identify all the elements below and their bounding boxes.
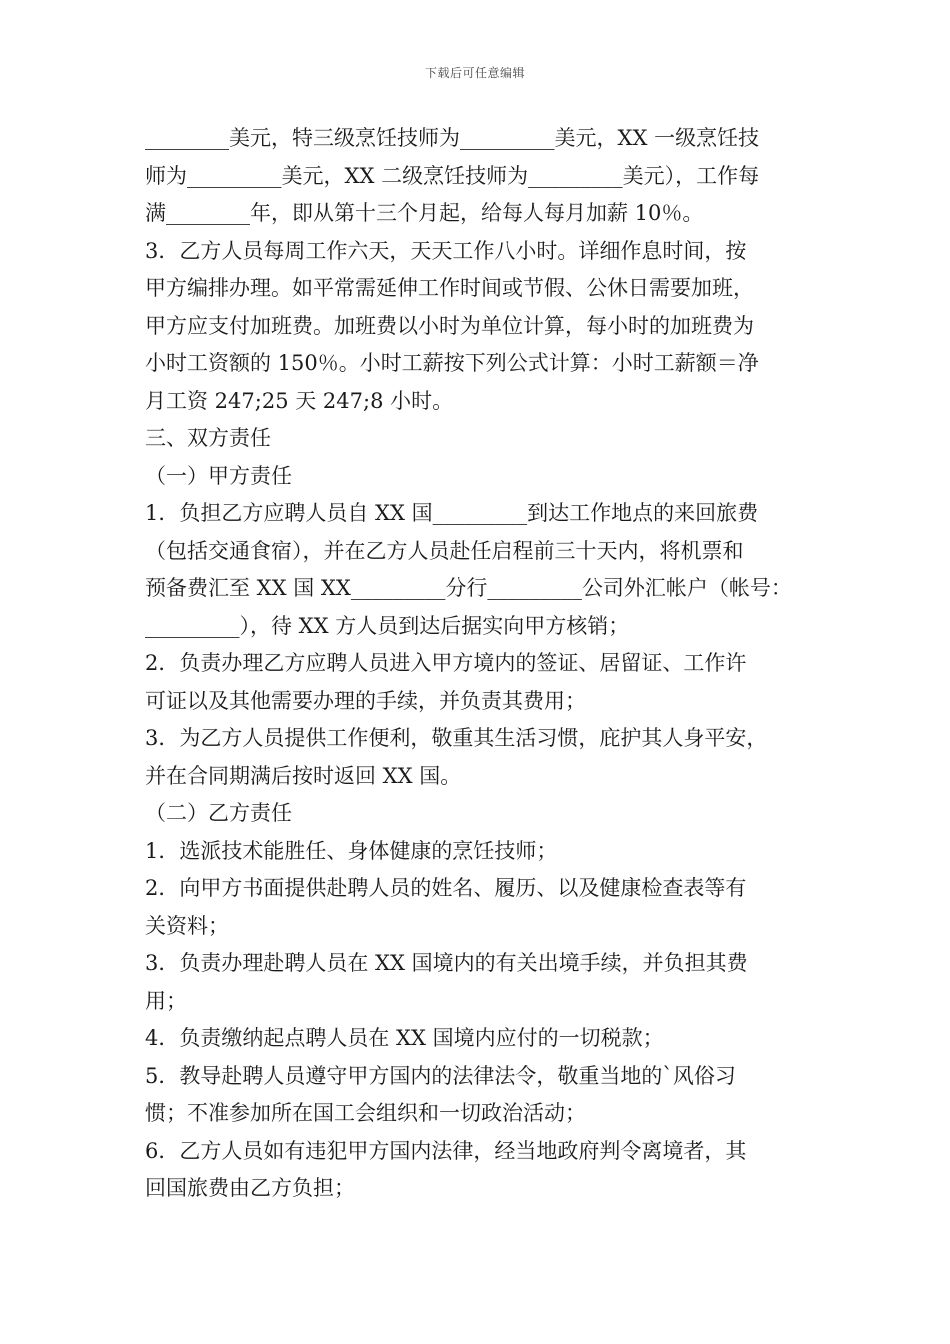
text-line: 小时工资额的 150％。小时工薪按下列公式计算：小时工薪额＝净	[145, 351, 759, 375]
text-line: （包括交通食宿），并在乙方人员赴任启程前三十天内，将机票和	[145, 538, 744, 563]
text-line: ________美元，特三级烹饪技师为_________美元，XX 一级烹饪技	[145, 126, 760, 150]
text-line: 3．为乙方人员提供工作便利，敬重其生活习惯，庇护其人身平安，	[145, 726, 768, 750]
text-line: 5．教导赴聘人员遵守甲方国内的法律法令，敬重当地的`风俗习	[145, 1063, 736, 1088]
text-line: 满________年，即从第十三个月起，给每人每月加薪 10％。	[145, 201, 704, 225]
text-line: 并在合同期满后按时返回 XX 国。	[145, 763, 462, 788]
text-line: 甲方应支付加班费。加班费以小时为单位计算，每小时的加班费为	[145, 313, 754, 338]
text-line: 1．选派技术能胜任、身体健康的烹饪技师；	[145, 838, 558, 863]
text-line: 可证以及其他需要办理的手续，并负责其费用；	[145, 688, 586, 713]
text-line: 2．向甲方书面提供赴聘人员的姓名、履历、以及健康检查表等有	[145, 876, 747, 900]
text-line: 回国旅费由乙方负担；	[145, 1176, 355, 1200]
text-line: 惯；不准参加所在国工会组织和一切政治活动；	[145, 1101, 586, 1125]
text-line: 3．乙方人员每周工作六天，天天工作八小时。详细作息时间，按	[145, 238, 747, 263]
text-line: 6．乙方人员如有违犯甲方国内法律，经当地政府判令离境者，其	[145, 1138, 747, 1163]
text-line: 1．负担乙方应聘人员自 XX 国_________到达工作地点的来回旅费	[145, 501, 759, 525]
text-line: 三、双方责任	[145, 426, 271, 450]
text-line: 4．负责缴纳起点聘人员在 XX 国境内应付的一切税款；	[145, 1026, 664, 1050]
text-line: 用；	[145, 988, 187, 1013]
text-line: 关资料；	[145, 913, 229, 938]
page-header: 下载后可任意编辑	[424, 66, 525, 80]
text-line: （一）甲方责任	[145, 463, 292, 488]
text-line: _________），待 XX 方人员到达后据实向甲方核销；	[145, 613, 630, 638]
text-line: 预备费汇至 XX 国 XX_________分行_________公司外汇帐户（帐号：	[145, 576, 792, 600]
document-body	[145, 120, 815, 1208]
text-line: 甲方编排办理。如平常需延伸工作时间或节假、公休日需要加班，	[145, 276, 754, 300]
text-line: 师为_________美元，XX 二级烹饪技师为_________美元），工作每	[145, 163, 760, 188]
text-line: （二）乙方责任	[145, 801, 292, 825]
text-line: 月工资 247;25 天 247;8 小时。	[145, 388, 454, 413]
text-line: 2．负责办理乙方应聘人员进入甲方境内的签证、居留证、工作许	[145, 651, 747, 675]
text-line: 3．负责办理赴聘人员在 XX 国境内的有关出境手续，并负担其费	[145, 951, 748, 975]
